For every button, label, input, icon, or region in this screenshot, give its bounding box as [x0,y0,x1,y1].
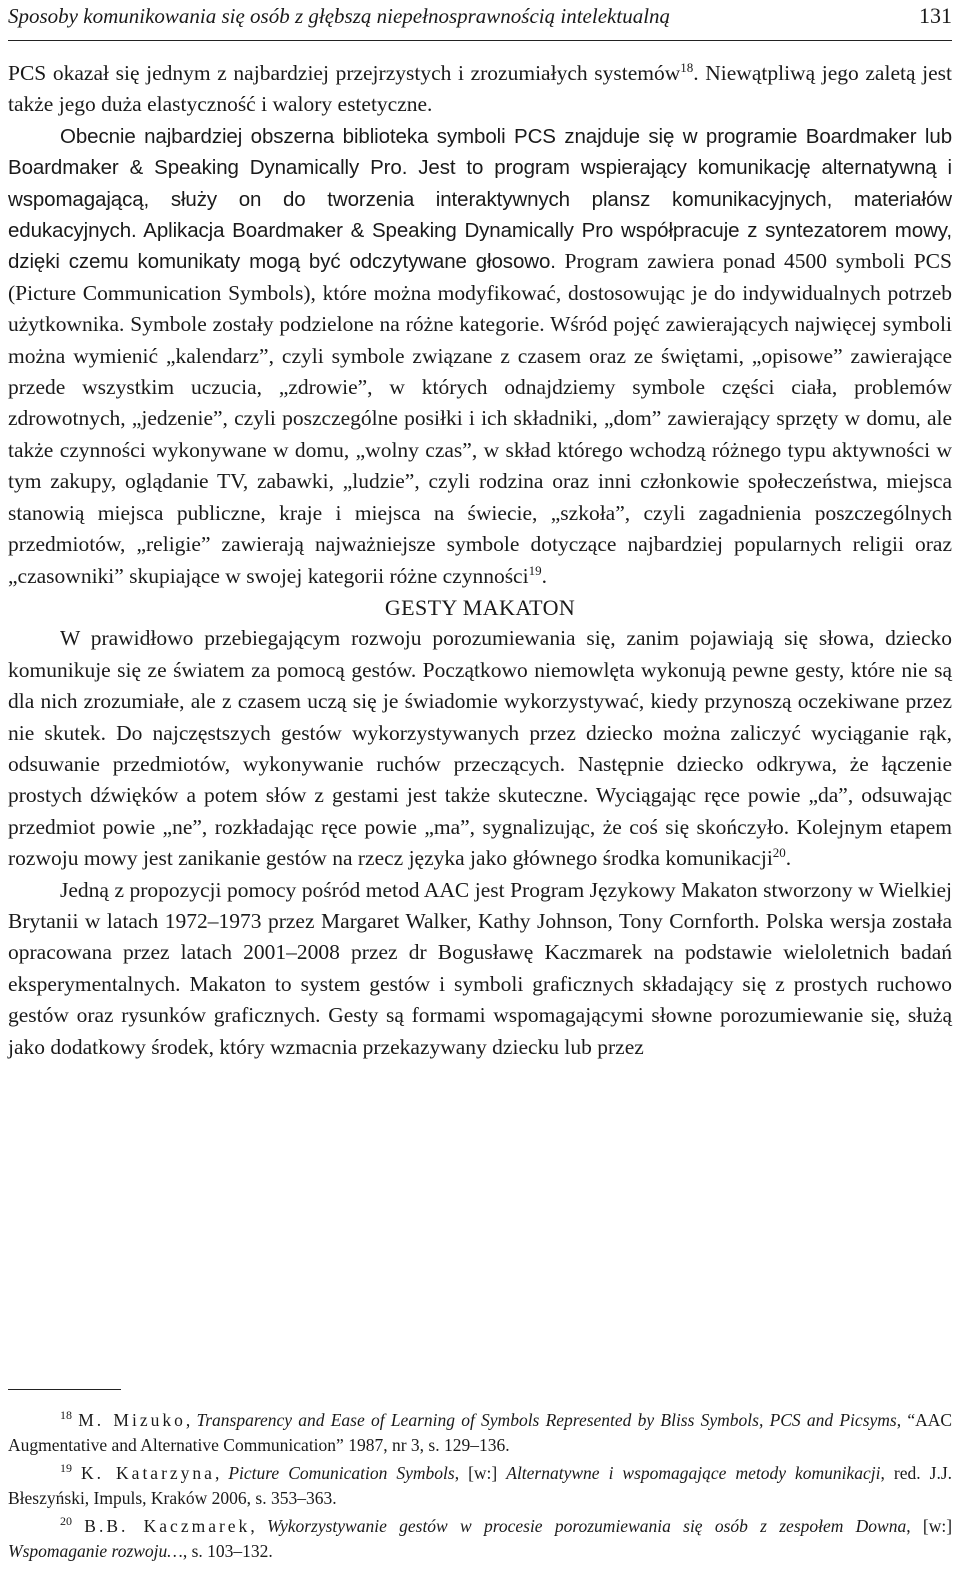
page-header [8,0,952,41]
footnote-ref-20[interactable]: 20 [772,845,786,860]
footnote-number: 18 [60,1408,72,1423]
footnote-rest: , “AAC Augmentative and Alternative Communication” 1987, nr 3, s. 129–136. [8,1410,953,1455]
page-number: 131 [919,3,952,28]
footnote-title: Wykorzystywanie gestów w procesie porozumiewania się osób z zespołem Downa [266,1516,907,1536]
footnote-rest: , red. J.J. Błeszyński, Impuls, Kraków 2006, s. 353–363. [8,1463,953,1508]
footnote-title: Transparency and Ease of Learning of Symbols Represented by Bliss Symbols, PCS and Picsyms [196,1410,897,1430]
footnote-ref-18[interactable]: 18 [680,59,694,75]
paragraph-text: Program zawiera ponad 4500 symboli PCS (Picture Communication Symbols), które można modyfikować, dostosowując je do indywidualnych potrzeb użytkownika. Symbole zostały podzielone na różne kategorie. Wśród pojęć zawierających najwięcej symboli można wymienić „kalendarz”, czyli symbole związane z czasem oraz ze świętami, „opisowe” zawierające przede wszystkim uczucia, „zdrowie”, w których odnajdziemy symbole części ciała, problemów zdrowotnych, „jedzenie”, czyli poszczególne posiłki i ich składniki, „dom” zawierający sprzęty w domu, ale także czynności wykonywane w domu, „wolny czas”, w skład którego wchodzą różnego typu aktywności w tym zakupy, oglądanie TV, zabawki, „ludzie”, czyli rodzina oraz inni członkowie społeczeństwa, miejsca stanowią miejsca publiczne, kraje i miejsca na świecie, „szkoła”, czyli zagadnienia poszczególnych przedmiotów, „religie” zawierają najważniejsze symbole dotyczące najbardziej popularnych religii oraz „czasowniki” skupiające w swojej kategorii różne czynności [8,249,952,588]
paragraph-2 [8,121,952,592]
footnote-mid: , [w:] [906,1516,953,1536]
footnote-title-2: Alternatywne i wspomagające metody komunikacji [506,1463,881,1483]
paragraph-text: W prawidłowo przebiegającym rozwoju porozumiewania się, zanim pojawiają się słowa, dziecko komunikuje się ze światem za pomocą gestów. Początkowo niemowlęta wykonują pewne gesty, które nie są dla nich zrozumiałe, ale z czasem uczą się je świadomie wykorzystywać, kiedy przynoszą oczekiwane przez nie skutek. Do najczęstszych gestów wykorzystywanych przez dziecko można zaliczyć wyciąganie rąk, odsuwanie przedmiotów, wykonywanie ruchów przeczących. Następnie dziecko odkrywa, że łączenie prostych dźwięków a potem słów z gestami jest także skuteczne. Wyciągając ręce powie „da”, odsuwając przedmiot powie „ne”, rozkładając ręce powie „ma”, sygnalizując, że coś się skończyło. Kolejnym etapem rozwoju mowy jest zanikanie gestów na rzecz języka jako głównego środka komunikacji [8,626,952,871]
footnote-author: M. Mizuko [78,1410,186,1430]
paragraph-text: . [785,846,792,871]
paragraph-text: . Niewątpliwą jego zaletą jest także jego duża elastyczność i walory estetyczne. [8,61,952,117]
footnote-19 [8,1461,952,1511]
footnote-title-2: Wspomaganie rozwoju… [8,1541,183,1561]
paragraph-text: . [541,563,547,588]
footnote-rest: , s. 103–132. [182,1541,273,1561]
paragraph-4 [8,875,952,1063]
paragraph-1 [8,58,952,121]
footnotes [8,1408,952,1567]
footnote-number: 19 [60,1461,72,1476]
paragraph-3 [8,623,952,874]
footnote-number: 20 [60,1514,72,1529]
footnote-author: B.B. Kaczmarek [84,1516,251,1536]
paragraph-text-sans: Obecnie najbardziej obszerna biblioteka symboli PCS znajduje się w programie Boardmaker lub Boardmaker & Speaking Dynamically Pro. Jest to program wspierający komunikację alternatywną i wspomagającą, służy on do tworzenia interaktywnych plansz komunikacyjnych, materiałów edukacyjnych. Aplikacja Boardmaker & Speaking Dynamically Pro współpracuje z syntezatorem mowy, dzięki czemu komunikaty mogą być odczytywane głosowo. [8,124,952,274]
footnote-ref-19[interactable]: 19 [528,562,542,578]
footnote-separator-text: , [185,1410,197,1430]
footnote-separator-text: , [250,1516,267,1536]
paragraph-text: PCS okazał się jednym z najbardziej przejrzystych i zrozumiałych systemów [8,61,681,85]
footnote-separator [8,1389,121,1390]
footnote-mid: , [w:] [454,1463,507,1483]
body-text [8,58,952,1063]
footnote-18 [8,1408,952,1458]
footnote-title: Picture Comunication Symbols [228,1463,455,1483]
footnote-author: K. Katarzyna [81,1463,215,1483]
running-title: Sposoby komunikowania się osób z głębszą niepełnosprawnością intelektualną [8,4,671,28]
section-heading: GESTY MAKATON [384,594,576,620]
footnote-20 [8,1514,952,1564]
footnote-separator-text: , [214,1463,229,1483]
paragraph-text: Jedną z propozycji pomocy pośród metod AAC jest Program Językowy Makaton stworzony w Wielkiej Brytanii w latach 1972–1973 przez Margaret Walker, Kathy Johnson, Tony Cornforth. Polska wersja została opracowana przez latach 2001–2008 przez dr Bogusławę Kaczmarek na podstawie wieloletnich badań eksperymentalnych. Makaton to system gestów i symboli graficznych składający się z prostych ruchowo gestów oraz rysunków graficznych. Gesty są formami wspomagającymi słowne porozumiewanie się, służą jako dodatkowy środek, który wzmacnia przekazywany dziecku lub przez [8,877,952,1059]
